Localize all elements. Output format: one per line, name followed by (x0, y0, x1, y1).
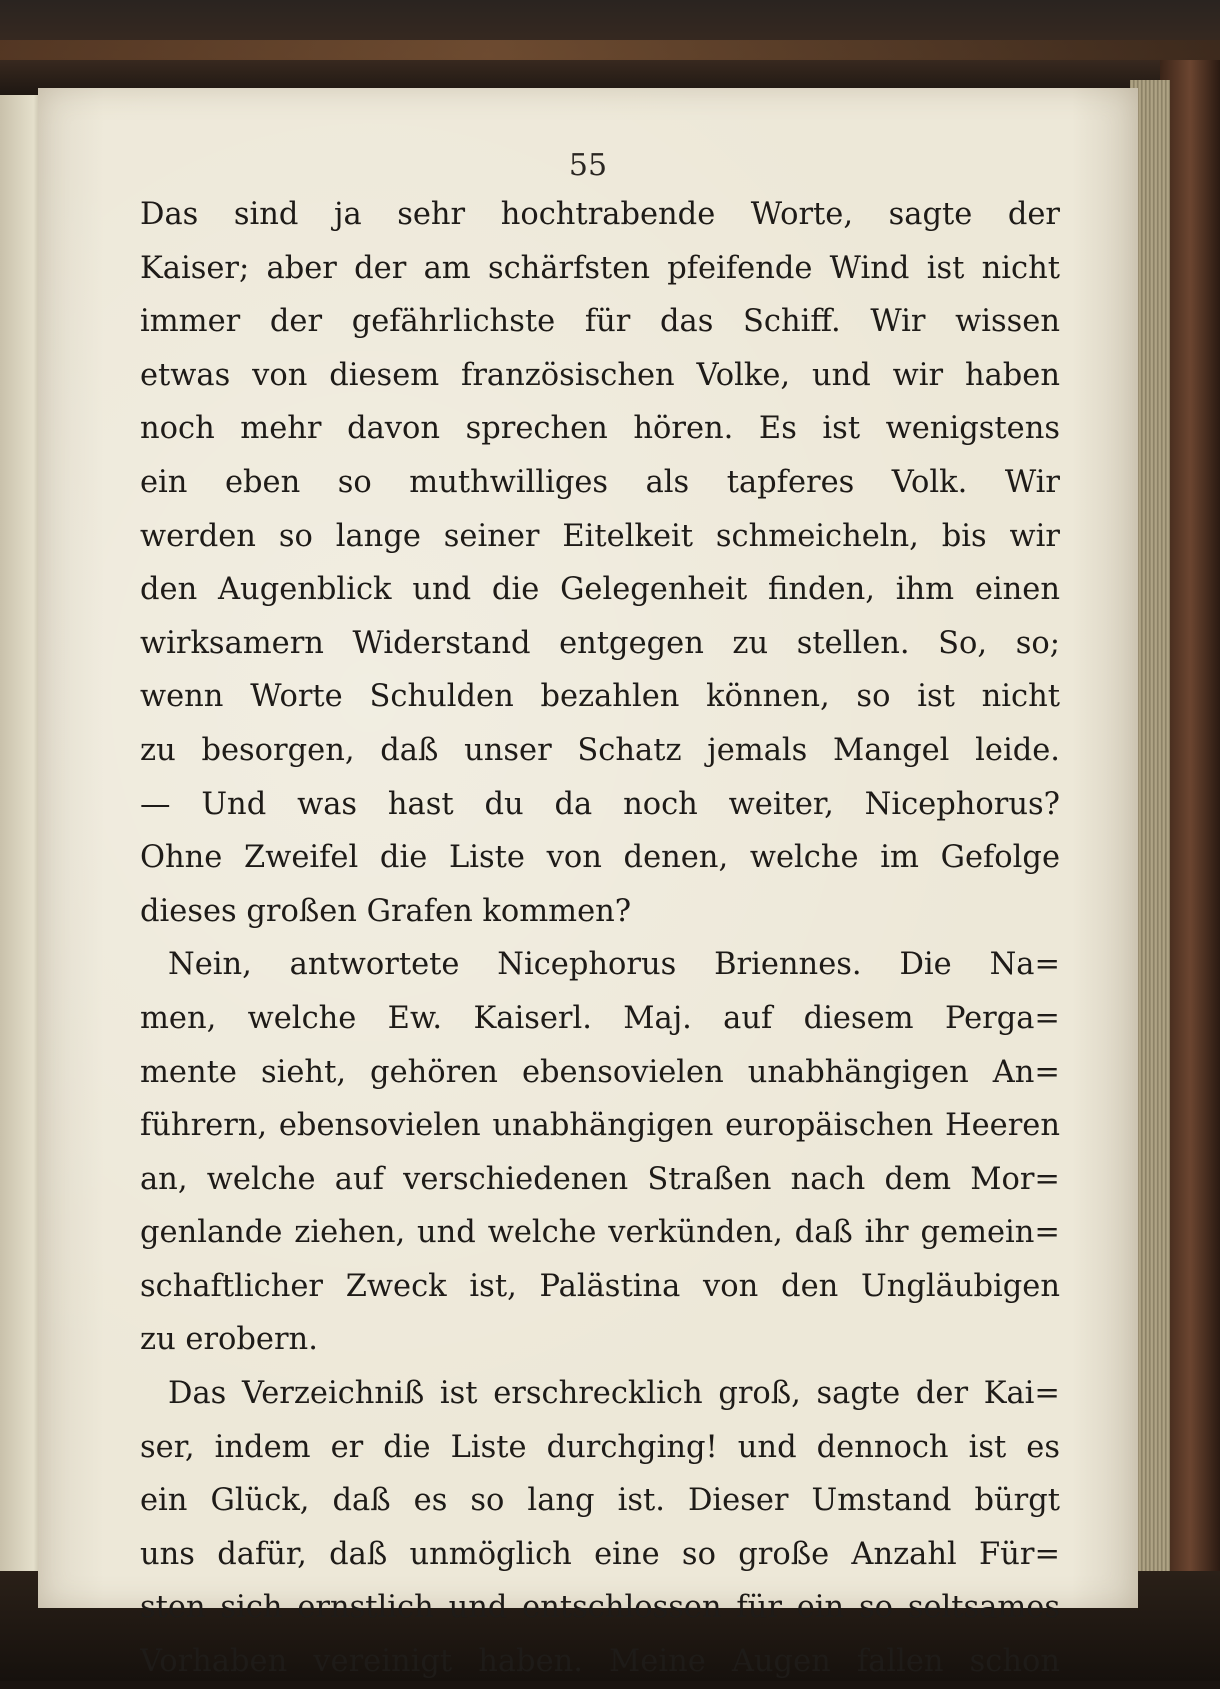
text-line: etwas von diesem französischen Volke, und wir haben (140, 357, 1060, 393)
text-line: Kaiser; aber der am schärfsten pfeifende Wind ist nicht (140, 250, 1060, 286)
page-text (140, 188, 1060, 1689)
text-line: zu erobern. (140, 1322, 318, 1358)
text-line: dieses großen Grafen kommen? (140, 893, 632, 929)
text-line: zu besorgen, daß unser Schatz jemals Mangel leide. (140, 732, 1060, 768)
text-line: Vorhaben vereinigt haben. Meine Augen fallen schon (140, 1644, 1060, 1680)
text-line: ser, indem er die Liste durchging! und dennoch ist es (140, 1429, 1060, 1465)
text-line: ein Glück, daß es so lang ist. Dieser Umstand bürgt (140, 1483, 1060, 1519)
book-page (38, 88, 1138, 1680)
text-line: wirksamern Widerstand entgegen zu stellen. So, so; (140, 625, 1060, 661)
page-number: 55 (568, 148, 608, 183)
text-line: ein eben so muthwilliges als tapferes Volk. Wir (140, 464, 1060, 500)
text-line: Nein, antwortete Nicephorus Briennes. Die Na= (168, 947, 1060, 983)
text-line: mente sieht, gehören ebensovielen unabhängigen An= (140, 1054, 1060, 1090)
text-line: Das Verzeichniß ist erschrecklich groß, sagte der Kai= (168, 1376, 1060, 1412)
text-line: an, welche auf verschiedenen Straßen nach dem Mor= (140, 1161, 1060, 1197)
text-line: führern, ebensovielen unabhängigen europäischen Heeren (140, 1108, 1060, 1144)
text-line: den Augenblick und die Gelegenheit finden, ihm einen (140, 572, 1060, 608)
text-line: uns dafür, daß unmöglich eine so große Anzahl Für= (140, 1536, 1060, 1572)
text-line: immer der gefährlichste für das Schiff. Wir wissen (140, 304, 1060, 340)
text-line: schaftlicher Zweck ist, Palästina von den Ungläubigen (140, 1268, 1060, 1304)
text-line: wenn Worte Schulden bezahlen können, so ist nicht (140, 679, 1060, 715)
text-line: — Und was hast du da noch weiter, Nicephorus? (140, 786, 1060, 822)
text-line: noch mehr davon sprechen hören. Es ist wenigstens (140, 411, 1060, 447)
text-line: genlande ziehen, und welche verkünden, daß ihr gemein= (140, 1215, 1060, 1251)
text-line: men, welche Ew. Kaiserl. Maj. auf diesem Perga= (140, 1000, 1060, 1036)
text-line: Ohne Zweifel die Liste von denen, welche im Gefolge (140, 840, 1060, 876)
book-cover-top (0, 0, 1220, 95)
text-line: werden so lange seiner Eitelkeit schmeicheln, bis wir (140, 518, 1060, 554)
text-line: Das sind ja sehr hochtrabende Worte, sagte der (140, 197, 1060, 232)
text-line: sten sich ernstlich und entschlossen für ein so seltsames (140, 1590, 1060, 1626)
